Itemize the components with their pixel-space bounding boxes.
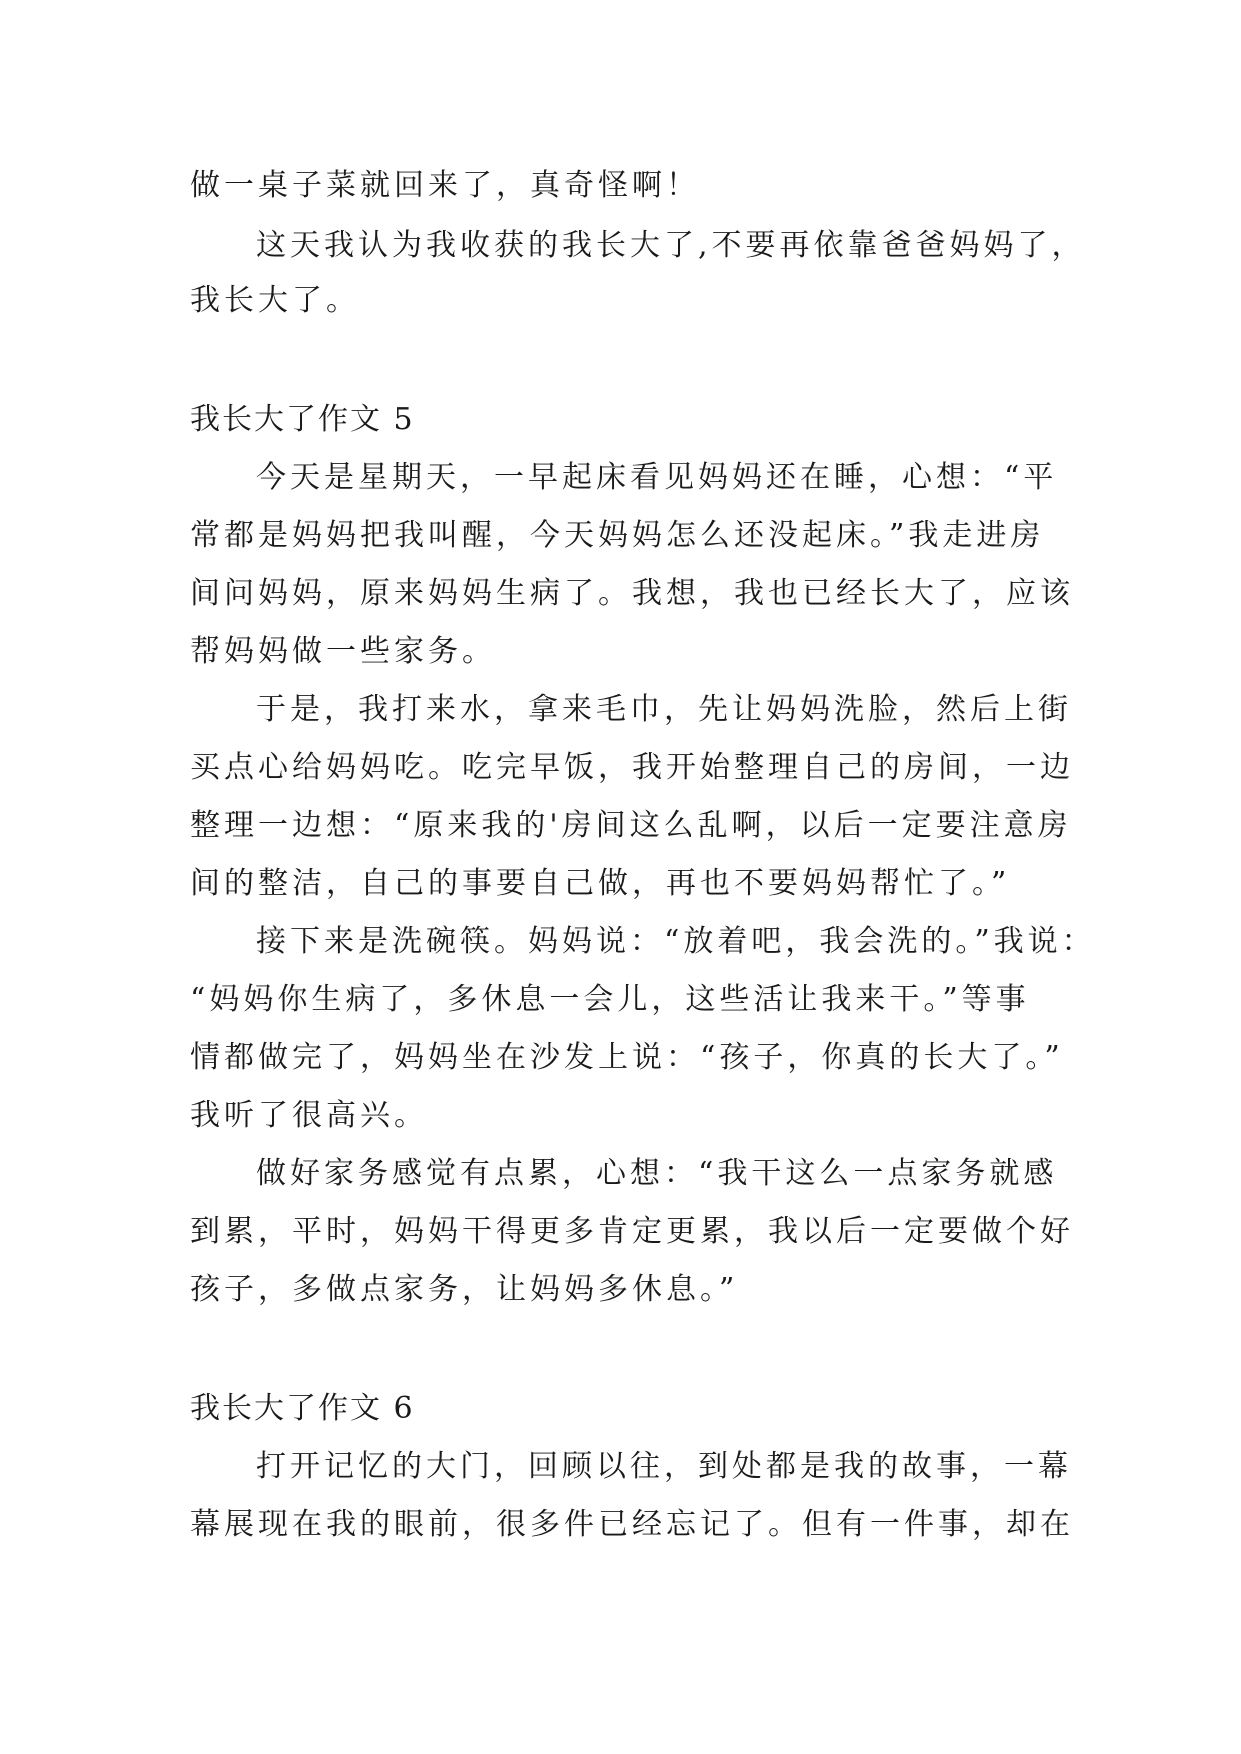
- text-line: 间的整洁，自己的事要自己做，再也不要妈妈帮忙了。”: [190, 866, 1011, 901]
- text-line: 做一桌子菜就回来了，真奇怪啊！: [190, 168, 700, 203]
- text-line: 到累，平时，妈妈干得更多肯定更累，我以后一定要做个好: [190, 1214, 1074, 1249]
- section-heading: 我长大了作文 5: [190, 402, 415, 437]
- text-line: 情都做完了，妈妈坐在沙发上说：“孩子，你真的长大了。”: [190, 1040, 1064, 1075]
- text-line: “妈妈你生病了，多休息一会儿，这些活让我来干。”等事: [190, 982, 1030, 1017]
- text-line: 帮妈妈做一些家务。: [190, 634, 496, 669]
- text-line: 今天是星期天，一早起床看见妈妈还在睡，心想：“平: [256, 460, 1058, 495]
- text-line: 常都是妈妈把我叫醒，今天妈妈怎么还没起床。”我走进房: [190, 518, 1045, 553]
- text-line: 幕展现在我的眼前，很多件已经忘记了。但有一件事，却在: [190, 1507, 1074, 1542]
- text-line: 打开记忆的大门，回顾以往，到处都是我的故事，一幕: [256, 1449, 1072, 1484]
- text-line: 接下来是洗碗筷。妈妈说：“放着吧，我会洗的。”我说：: [256, 924, 1096, 959]
- text-line: 于是，我打来水，拿来毛巾，先让妈妈洗脸，然后上街: [256, 692, 1072, 727]
- text-line: 做好家务感觉有点累，心想：“我干这么一点家务就感: [256, 1156, 1058, 1191]
- text-line: 我听了很高兴。: [190, 1098, 428, 1133]
- text-line: 这天我认为我收获的我长大了,不要再依靠爸爸妈妈了，: [256, 228, 1086, 263]
- text-line: 孩子，多做点家务，让妈妈多休息。”: [190, 1272, 739, 1307]
- text-line: 我长大了。: [190, 283, 360, 318]
- text-line: 买点心给妈妈吃。吃完早饭，我开始整理自己的房间，一边: [190, 750, 1074, 785]
- text-line: 间问妈妈，原来妈妈生病了。我想，我也已经长大了，应该: [190, 576, 1074, 611]
- section-heading: 我长大了作文 6: [190, 1391, 415, 1426]
- text-line: 整理一边想：“原来我的'房间这么乱啊，以后一定要注意房: [190, 808, 1072, 843]
